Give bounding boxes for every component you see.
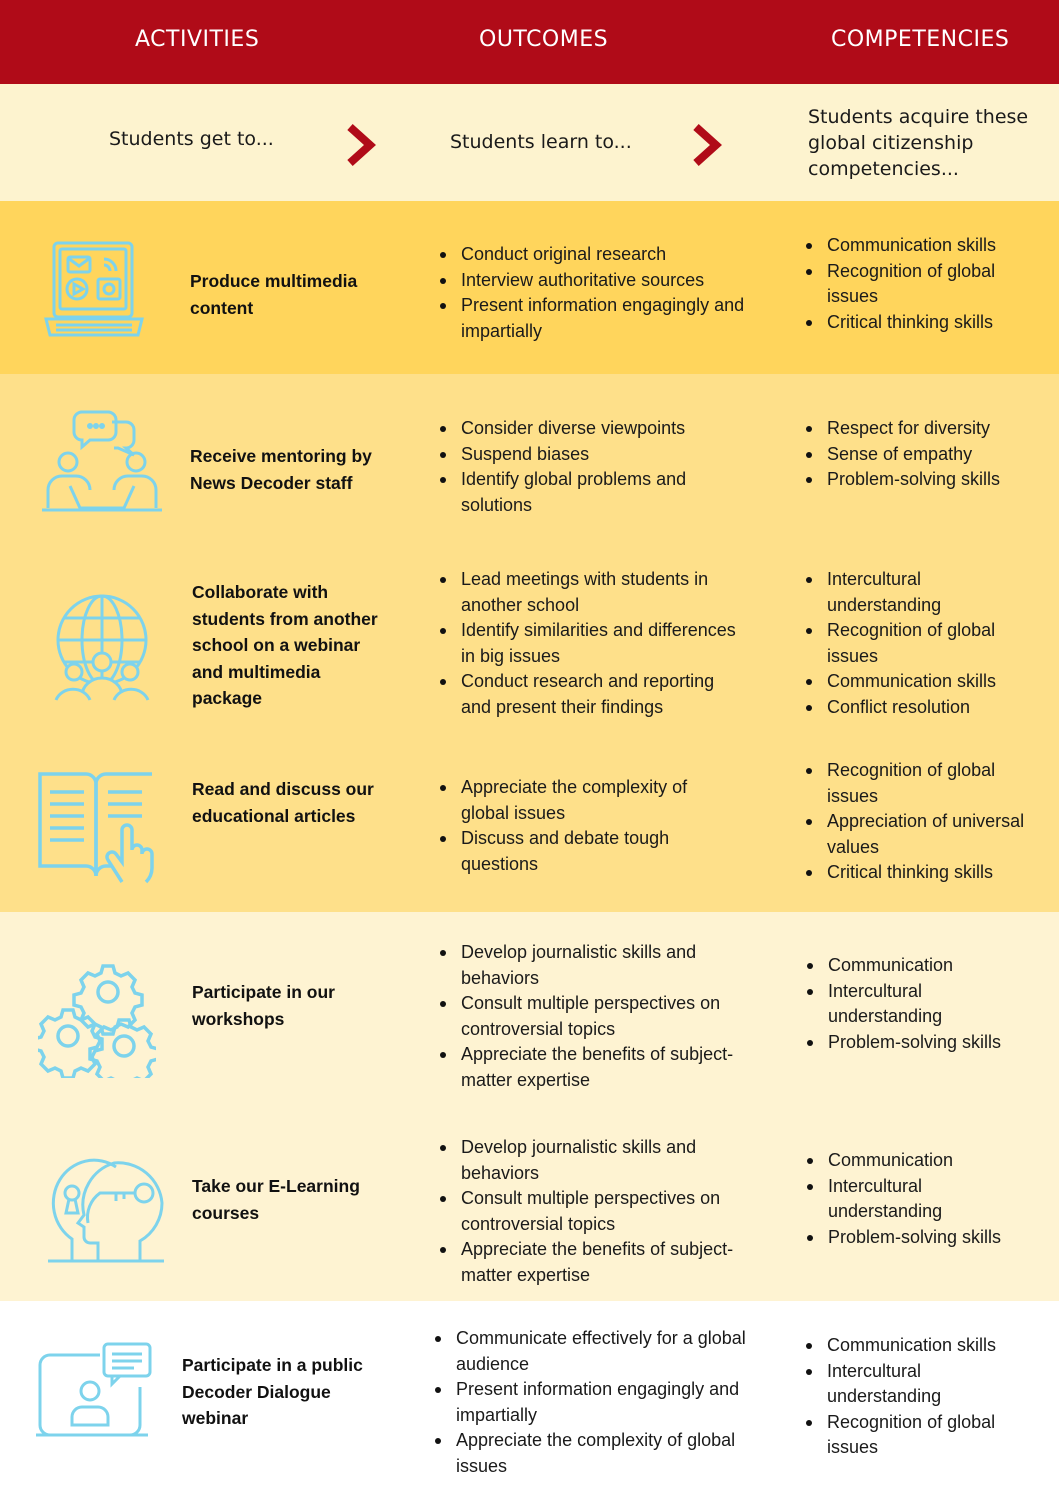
outcomes-list bbox=[439, 775, 739, 877]
activity-row bbox=[0, 374, 1059, 552]
list-item: Develop journalistic skills and behaviors bbox=[439, 940, 759, 991]
list-item: Present information engagingly and impartially bbox=[439, 293, 749, 344]
list-item: Recognition of global issues bbox=[805, 259, 1035, 310]
activity-row bbox=[0, 201, 1059, 374]
activity-label: Participate in our workshops bbox=[192, 982, 335, 1029]
list-item: Identify similarities and differences in big issues bbox=[439, 618, 739, 669]
list-item: Recognition of global issues bbox=[805, 1410, 1025, 1461]
list-item: Problem-solving skills bbox=[806, 1030, 1026, 1056]
list-item: Recognition of global issues bbox=[805, 758, 1025, 809]
list-item: Respect for diversity bbox=[805, 416, 1035, 442]
list-item: Conduct research and reporting and present their findings bbox=[439, 669, 739, 720]
list-item: Problem-solving skills bbox=[805, 467, 1035, 493]
list-item: Appreciate the benefits of subject-matter expertise bbox=[439, 1042, 759, 1093]
book-reading-icon bbox=[36, 770, 156, 886]
list-item: Consult multiple perspectives on controversial topics bbox=[439, 991, 759, 1042]
list-item: Intercultural understanding bbox=[805, 567, 1025, 618]
list-item: Intercultural understanding bbox=[806, 1174, 1026, 1225]
activity-label: Produce multimedia content bbox=[190, 271, 358, 318]
list-item: Appreciate the complexity of global issues bbox=[439, 775, 739, 826]
list-item: Communication bbox=[806, 953, 1026, 979]
list-item: Recognition of global issues bbox=[805, 618, 1025, 669]
list-item: Communication skills bbox=[805, 669, 1025, 695]
laptop-multimedia-icon bbox=[42, 237, 146, 341]
chevron-right-icon bbox=[690, 123, 724, 167]
outcomes-list bbox=[439, 416, 739, 518]
mentoring-icon bbox=[40, 408, 164, 518]
list-item: Intercultural understanding bbox=[805, 1359, 1025, 1410]
list-item: Present information engagingly and impartially bbox=[434, 1377, 754, 1428]
list-item: Problem-solving skills bbox=[806, 1225, 1026, 1251]
list-item: Appreciate the complexity of global issues bbox=[434, 1428, 754, 1479]
outcomes-list bbox=[439, 567, 739, 720]
activity-label: Collaborate with students from another school on a webinar and multimedia package bbox=[192, 582, 378, 708]
list-item: Conduct original research bbox=[439, 242, 749, 268]
outcomes-list bbox=[439, 940, 759, 1093]
list-item: Conflict resolution bbox=[805, 695, 1025, 721]
outcomes-list bbox=[434, 1326, 754, 1479]
column-header-bar bbox=[0, 0, 1059, 84]
header-activities: ACTIVITIES bbox=[135, 27, 260, 52]
activity-label: Receive mentoring by News Decoder staff bbox=[190, 446, 372, 493]
list-item: Communication bbox=[806, 1148, 1026, 1174]
subheader-activities: Students get to... bbox=[109, 128, 274, 150]
list-item: Communicate effectively for a global audience bbox=[434, 1326, 754, 1377]
list-item: Develop journalistic skills and behaviors bbox=[439, 1135, 759, 1186]
competencies-list bbox=[806, 953, 1026, 1055]
activity-label: Take our E-Learning courses bbox=[192, 1176, 360, 1223]
competencies-list bbox=[805, 416, 1035, 493]
globe-people-icon bbox=[50, 592, 154, 704]
subheader-bar bbox=[0, 84, 1059, 201]
list-item: Critical thinking skills bbox=[805, 310, 1035, 336]
list-item: Consult multiple perspectives on controversial topics bbox=[439, 1186, 759, 1237]
subheader-competencies: Students acquire these global citizenship competencies... bbox=[808, 106, 1029, 180]
head-key-icon bbox=[44, 1157, 168, 1265]
competencies-list bbox=[805, 233, 1035, 335]
competencies-list bbox=[805, 758, 1025, 886]
list-item: Communication skills bbox=[805, 1333, 1025, 1359]
activity-row bbox=[0, 1301, 1059, 1497]
competencies-list bbox=[805, 1333, 1025, 1461]
activity-row bbox=[0, 912, 1059, 1107]
webinar-icon bbox=[34, 1341, 156, 1445]
outcomes-list bbox=[439, 242, 749, 344]
list-item: Intercultural understanding bbox=[806, 979, 1026, 1030]
competencies-list bbox=[805, 567, 1025, 720]
activity-row bbox=[0, 734, 1059, 912]
list-item: Sense of empathy bbox=[805, 442, 1035, 468]
chevron-right-icon bbox=[344, 123, 378, 167]
list-item: Appreciate the benefits of subject-matter expertise bbox=[439, 1237, 759, 1288]
header-competencies: COMPETENCIES bbox=[831, 27, 1010, 52]
list-item: Communication skills bbox=[805, 233, 1035, 259]
list-item: Discuss and debate tough questions bbox=[439, 826, 739, 877]
list-item: Identify global problems and solutions bbox=[439, 467, 739, 518]
list-item: Consider diverse viewpoints bbox=[439, 416, 739, 442]
list-item: Interview authoritative sources bbox=[439, 268, 749, 294]
activity-label: Read and discuss our educational articles bbox=[192, 779, 374, 826]
activity-row bbox=[0, 1107, 1059, 1301]
outcomes-list bbox=[439, 1135, 759, 1288]
header-outcomes: OUTCOMES bbox=[479, 27, 609, 52]
list-item: Critical thinking skills bbox=[805, 860, 1025, 886]
activity-row bbox=[0, 552, 1059, 734]
list-item: Appreciation of universal values bbox=[805, 809, 1025, 860]
list-item: Suspend biases bbox=[439, 442, 739, 468]
list-item: Lead meetings with students in another school bbox=[439, 567, 739, 618]
activity-label: Participate in a public Decoder Dialogue webinar bbox=[182, 1355, 363, 1428]
gears-icon bbox=[38, 960, 156, 1078]
competencies-list bbox=[806, 1148, 1026, 1250]
subheader-outcomes: Students learn to... bbox=[450, 131, 632, 153]
